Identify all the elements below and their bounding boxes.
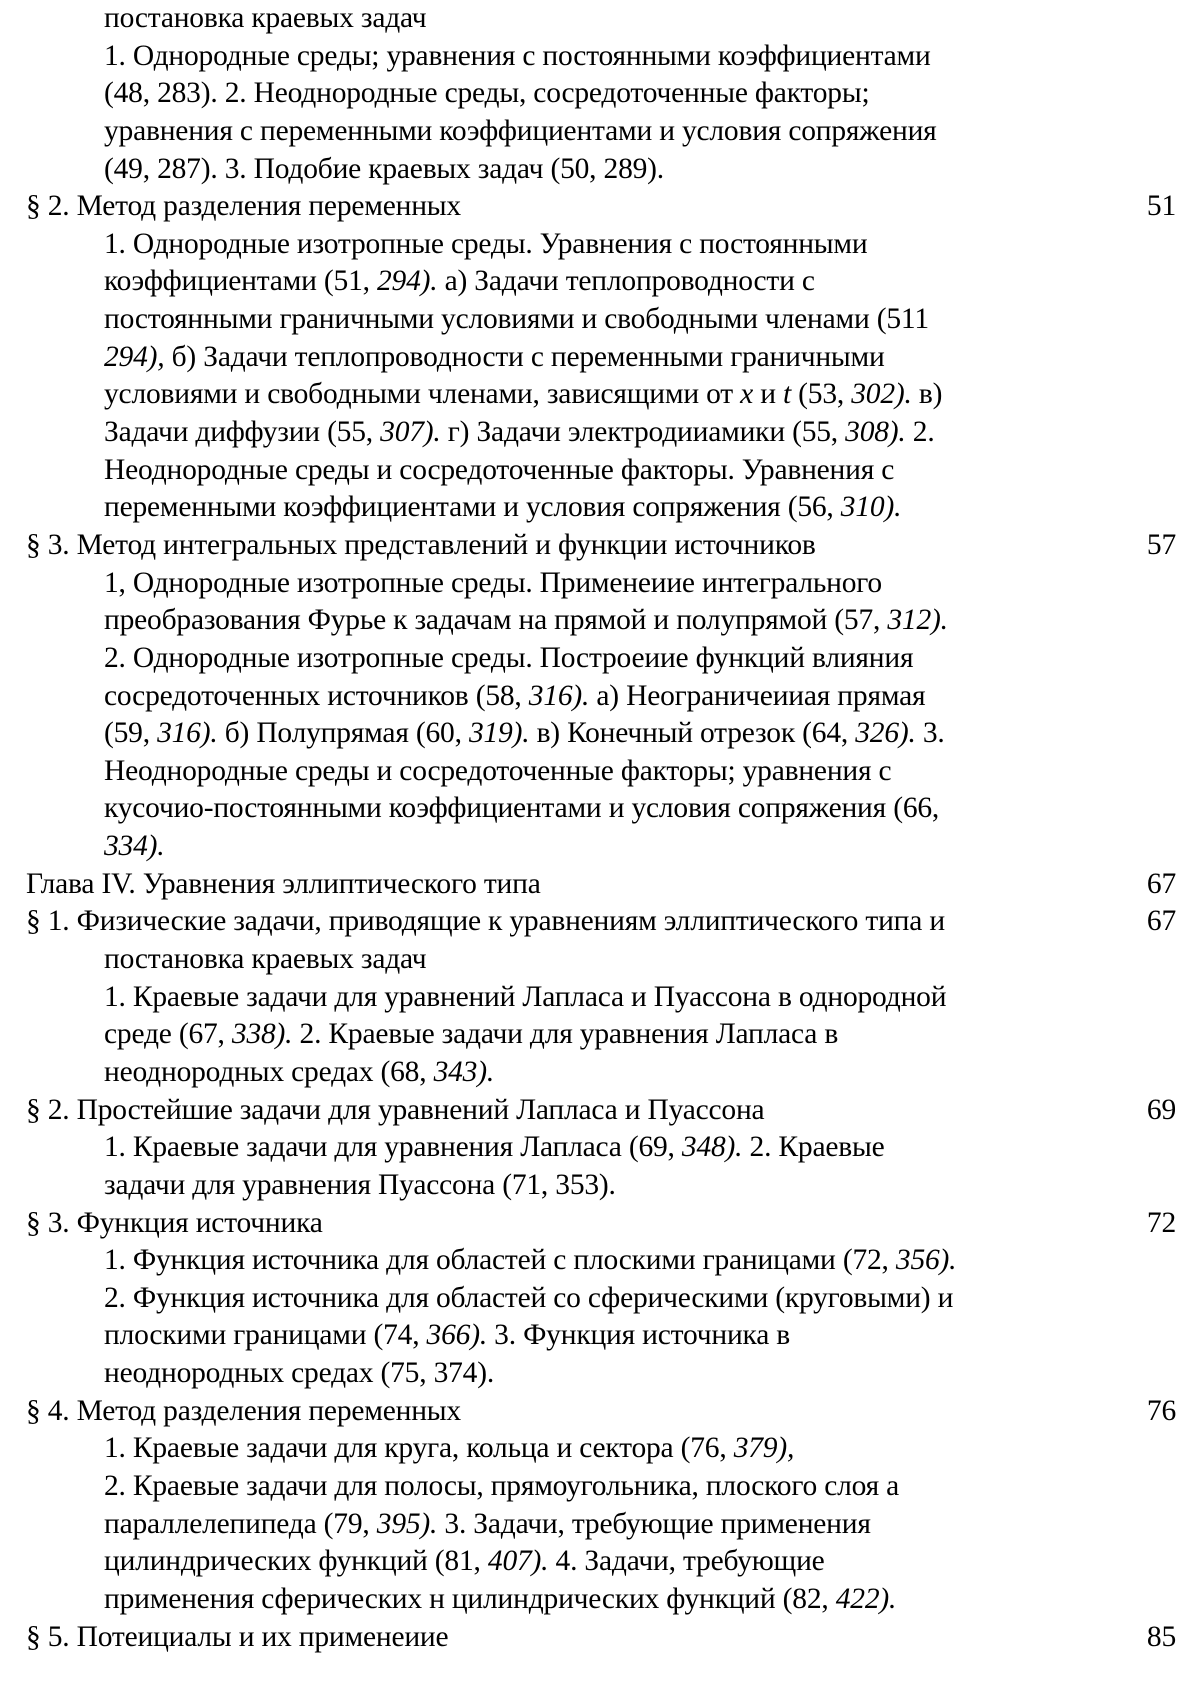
toc-description-line: [26, 790, 1176, 828]
toc-page-number: 67: [1146, 867, 1176, 900]
toc-text: коэффициентами (51,: [104, 265, 377, 298]
toc-text: 3.: [915, 717, 945, 750]
toc-description-line: [26, 602, 1176, 640]
toc-text: г) Задачи электродииамики (55,: [440, 416, 846, 449]
toc-text: § 3. Метод интегральных представлений и функции источников: [26, 528, 816, 561]
toc-text: неоднородных средах (75, 374).: [104, 1357, 495, 1390]
toc-text: (49, 287). 3. Подобие краевых задач (50, 289).: [104, 152, 664, 185]
toc-text: и: [753, 378, 783, 411]
toc-description-line: [26, 1167, 1176, 1205]
toc-text: а) Задачи теплопроводности с: [437, 265, 815, 298]
toc-description-line: [26, 376, 1176, 414]
table-of-contents: [26, 0, 1176, 1656]
toc-text: (48, 283). 2. Неоднородные среды, сосредоточенные факторы;: [104, 77, 870, 110]
toc-text: а) Неограничеииая прямая: [589, 679, 926, 712]
toc-italic-text: 366).: [426, 1319, 487, 1352]
toc-description-line: [26, 753, 1176, 791]
toc-text: 2.: [905, 416, 935, 449]
toc-description-line: [26, 1016, 1176, 1054]
toc-description-line: [26, 1355, 1176, 1393]
toc-text: 3. Задачи, требующие применения: [437, 1507, 871, 1540]
toc-description-line: [26, 565, 1176, 603]
toc-description-line: [26, 828, 1176, 866]
toc-heading-line: [26, 1393, 1176, 1431]
toc-italic-text: 312).: [887, 604, 948, 637]
toc-description-line: [26, 1543, 1176, 1581]
toc-text: 4. Задачи, требующие: [548, 1545, 825, 1578]
toc-italic-text: 395).: [376, 1507, 438, 1540]
toc-text: переменными коэффициентами и условия сопряжения (56,: [104, 491, 841, 524]
toc-italic-text: 316).: [157, 717, 218, 750]
toc-description-line: [26, 1317, 1176, 1355]
toc-text: 1. Однородные изотропные среды. Уравнения с постоянными: [104, 227, 868, 260]
toc-text: 1. Функция источника для областей с плоскими границами (72,: [104, 1244, 896, 1277]
toc-description-line: [26, 640, 1176, 678]
toc-description-line: [26, 113, 1176, 151]
toc-text: среде (67,: [104, 1018, 232, 1051]
toc-text: постоянными граничными условиями и свободными членами (511: [104, 303, 929, 336]
toc-italic-text: 294).: [376, 265, 438, 298]
toc-text: Задачи диффузии (55,: [104, 416, 381, 449]
toc-text: § 4. Метод разделения переменных: [26, 1394, 461, 1427]
toc-text: § 5. Потеициалы и их применеиие: [26, 1620, 449, 1653]
toc-page-number: 67: [1146, 905, 1176, 938]
toc-description-line: [26, 979, 1176, 1017]
toc-text: преобразования Фурье к задачам на прямой и полупрямой (57,: [104, 604, 888, 637]
toc-italic-text: t: [783, 378, 791, 411]
toc-description-line: [26, 715, 1176, 753]
toc-text: 1. Краевые задачи для уравнения Лапласа (69,: [104, 1131, 682, 1164]
toc-description-line: [26, 1468, 1176, 1506]
toc-text: в) Конечный отрезок (64,: [529, 717, 856, 750]
toc-description-line: [26, 263, 1176, 301]
toc-text: б) Полупрямая (60,: [217, 717, 469, 750]
toc-description-line: [26, 1430, 1176, 1468]
toc-text: 1. Краевые задачи для круга, кольца и сектора (76,: [104, 1432, 734, 1465]
toc-description-line: [26, 1242, 1176, 1280]
toc-description-line: [26, 1581, 1176, 1619]
toc-text: неоднородных средах (68,: [104, 1055, 434, 1088]
toc-italic-text: 316).: [528, 679, 590, 712]
toc-description-line: [26, 301, 1176, 339]
toc-text: задачи для уравнения Пуассона (71, 353).: [104, 1168, 616, 1201]
toc-text: сосредоточенных источников (58,: [104, 679, 529, 712]
toc-heading-line: [26, 1205, 1176, 1243]
toc-text: кусочио-постоянными коэффициентами и условия сопряжения (66,: [104, 792, 940, 825]
toc-text: 2. Краевые задачи для полосы, прямоугольника, плоского слоя а: [104, 1469, 900, 1502]
toc-italic-text: 348).: [681, 1131, 743, 1164]
toc-italic-text: 302).: [851, 378, 912, 411]
toc-description-line: [26, 452, 1176, 490]
toc-heading-line: [26, 527, 1176, 565]
toc-text: постановка краевых задач: [104, 943, 427, 976]
toc-text: 2. Краевые: [742, 1131, 885, 1164]
toc-italic-text: 356).: [895, 1244, 957, 1277]
toc-text: § 3. Функция источника: [26, 1206, 323, 1239]
toc-description-line: [26, 941, 1176, 979]
toc-italic-text: 319).: [468, 717, 530, 750]
toc-italic-text: 308).: [845, 416, 906, 449]
toc-page-number: 51: [1146, 190, 1176, 223]
toc-text: 3. Функция источника в: [487, 1319, 791, 1352]
toc-text: § 2. Метод разделения переменных: [26, 190, 461, 223]
toc-description-line: [26, 678, 1176, 716]
toc-page-number: 72: [1146, 1206, 1176, 1239]
toc-text: постановка краевых задач: [104, 2, 427, 34]
toc-italic-text: 294),: [104, 340, 165, 373]
toc-italic-text: 326).: [855, 717, 916, 750]
toc-description-line: [26, 414, 1176, 452]
toc-description-line: [26, 226, 1176, 264]
toc-heading-line: [26, 903, 1176, 941]
toc-page-number: 85: [1146, 1620, 1176, 1653]
toc-italic-text: 407).: [487, 1545, 549, 1578]
toc-description-line: [26, 339, 1176, 377]
toc-heading-line: [26, 866, 1176, 904]
toc-text: 1, Однородные изотропные среды. Применеиие интегрального: [104, 566, 882, 599]
toc-italic-text: 343).: [433, 1055, 495, 1088]
toc-text: параллелепипеда (79,: [104, 1507, 377, 1540]
toc-italic-text: 310).: [840, 491, 902, 524]
toc-text: 2. Краевые задачи для уравнения Лапласа в: [292, 1018, 839, 1051]
toc-description-line: [26, 0, 1176, 38]
toc-text: б) Задачи теплопроводности с переменными граничными: [164, 340, 885, 373]
toc-page-number: 57: [1146, 528, 1176, 561]
toc-text: 1. Краевые задачи для уравнений Лапласа и Пуассона в однородной: [104, 980, 947, 1013]
toc-description-line: [26, 1054, 1176, 1092]
toc-text: (59,: [104, 717, 158, 750]
toc-text: плоскими границами (74,: [104, 1319, 427, 1352]
toc-description-line: [26, 38, 1176, 76]
toc-text: 2. Функция источника для областей со сферическими (круговыми) и: [104, 1281, 954, 1314]
toc-text: § 2. Простейшие задачи для уравнений Лапласа и Пуассона: [26, 1093, 765, 1126]
toc-heading-line: [26, 1092, 1176, 1130]
toc-heading-line: [26, 1619, 1176, 1657]
toc-text: цилиндрических функций (81,: [104, 1545, 488, 1578]
toc-description-line: [26, 489, 1176, 527]
toc-text: 2. Однородные изотропные среды. Построеиие функций влияния: [104, 641, 914, 674]
toc-text: 1. Однородные среды; уравнения с постоянными коэффициентами: [104, 39, 931, 72]
toc-italic-text: 379),: [733, 1432, 795, 1465]
toc-text: уравнения с переменными коэффициентами и условия сопряжения: [104, 114, 937, 147]
toc-text: § 1. Физические задачи, приводящие к уравнениям эллиптического типа и: [26, 905, 945, 938]
toc-text: Неоднородные среды и сосредоточенные факторы. Уравнения с: [104, 453, 895, 486]
toc-description-line: [26, 1506, 1176, 1544]
toc-page-number: 76: [1146, 1394, 1176, 1427]
toc-description-line: [26, 75, 1176, 113]
toc-italic-text: 338).: [231, 1018, 293, 1051]
toc-text: Неоднородные среды и сосредоточенные факторы; уравнения с: [104, 754, 892, 787]
toc-text: (53,: [791, 378, 852, 411]
toc-text: условиями и свободными членами, зависящими от: [104, 378, 741, 411]
toc-text: в): [911, 378, 943, 411]
toc-page-number: 69: [1146, 1093, 1176, 1126]
toc-italic-text: 307).: [380, 416, 441, 449]
toc-text: применения сферических н цилиндрических функций (82,: [104, 1582, 836, 1615]
toc-description-line: [26, 151, 1176, 189]
toc-description-line: [26, 1129, 1176, 1167]
toc-italic-text: x: [740, 378, 754, 411]
toc-italic-text: 422).: [835, 1582, 897, 1615]
toc-text: Глава IV. Уравнения эллиптического типа: [26, 867, 541, 900]
toc-heading-line: [26, 188, 1176, 226]
toc-italic-text: 334).: [104, 830, 165, 863]
toc-description-line: [26, 1280, 1176, 1318]
